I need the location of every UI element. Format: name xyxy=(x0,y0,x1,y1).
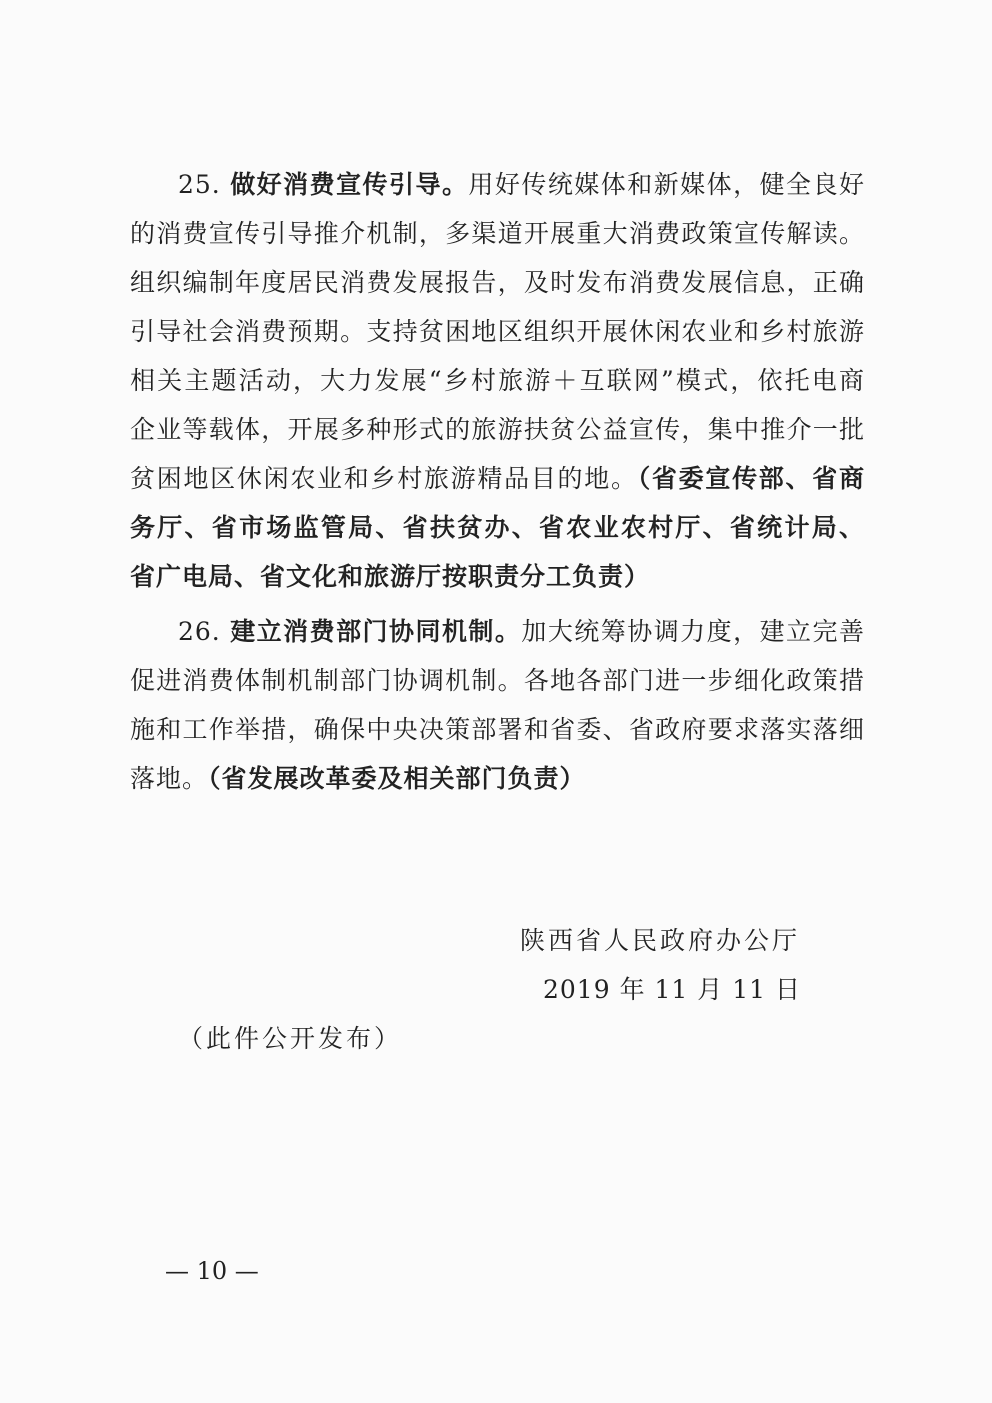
text-span: 加大统筹协调力度，建立完善 xyxy=(521,617,865,646)
text-line xyxy=(178,615,865,649)
text-line xyxy=(130,560,865,594)
text-span: 落地。 xyxy=(130,764,209,793)
page-number: — 10 — xyxy=(165,1257,259,1285)
text-span: 贫困地区休闲农业和乡村旅游精品目的地。 xyxy=(130,464,638,493)
item-number: 25. xyxy=(178,170,221,199)
item-heading: 建立消费部门协同机制。 xyxy=(230,617,522,646)
text-line xyxy=(178,168,865,202)
text-line: 的消费宣传引导推介机制，多渠道开展重大消费政策宣传解读。 xyxy=(130,219,865,248)
item-heading: 做好消费宣传引导。 xyxy=(230,170,469,199)
text-line: 引导社会消费预期。支持贫困地区组织开展休闲农业和乡村旅游 xyxy=(130,317,865,346)
text-span: 用好传统媒体和新媒体，健全良好 xyxy=(468,170,865,199)
text-line: 相关主题活动，大力发展“乡村旅游＋互联网”模式，依托电商 xyxy=(130,366,865,395)
release-note: （此件公开发布） xyxy=(178,1024,403,1053)
responsible-departments: （省委宣传部、省商 xyxy=(637,464,865,493)
item-number: 26. xyxy=(178,617,221,646)
text-line xyxy=(130,762,865,796)
issuing-office: 陕西省人民政府办公厅 xyxy=(520,926,801,955)
text-line: 施和工作举措，确保中央决策部署和省委、省政府要求落实落细 xyxy=(130,715,865,744)
text-line xyxy=(130,511,865,545)
responsible-departments: 省广电局、省文化和旅游厅按职责分工负责） xyxy=(130,562,651,591)
text-line: 促进消费体制机制部门协调机制。各地各部门进一步细化政策措 xyxy=(130,666,865,695)
text-line: 组织编制年度居民消费发展报告，及时发布消费发展信息，正确 xyxy=(130,268,865,297)
text-line xyxy=(130,462,865,496)
responsible-departments: 务厅、省市场监管局、省扶贫办、省农业农村厅、省统计局、 xyxy=(130,513,865,542)
text-line: 企业等载体，开展多种形式的旅游扶贫公益宣传，集中推介一批 xyxy=(130,415,865,444)
issue-date: 2019 年 11 月 11 日 xyxy=(543,975,801,1004)
responsible-departments: （省发展改革委及相关部门负责） xyxy=(208,764,586,793)
